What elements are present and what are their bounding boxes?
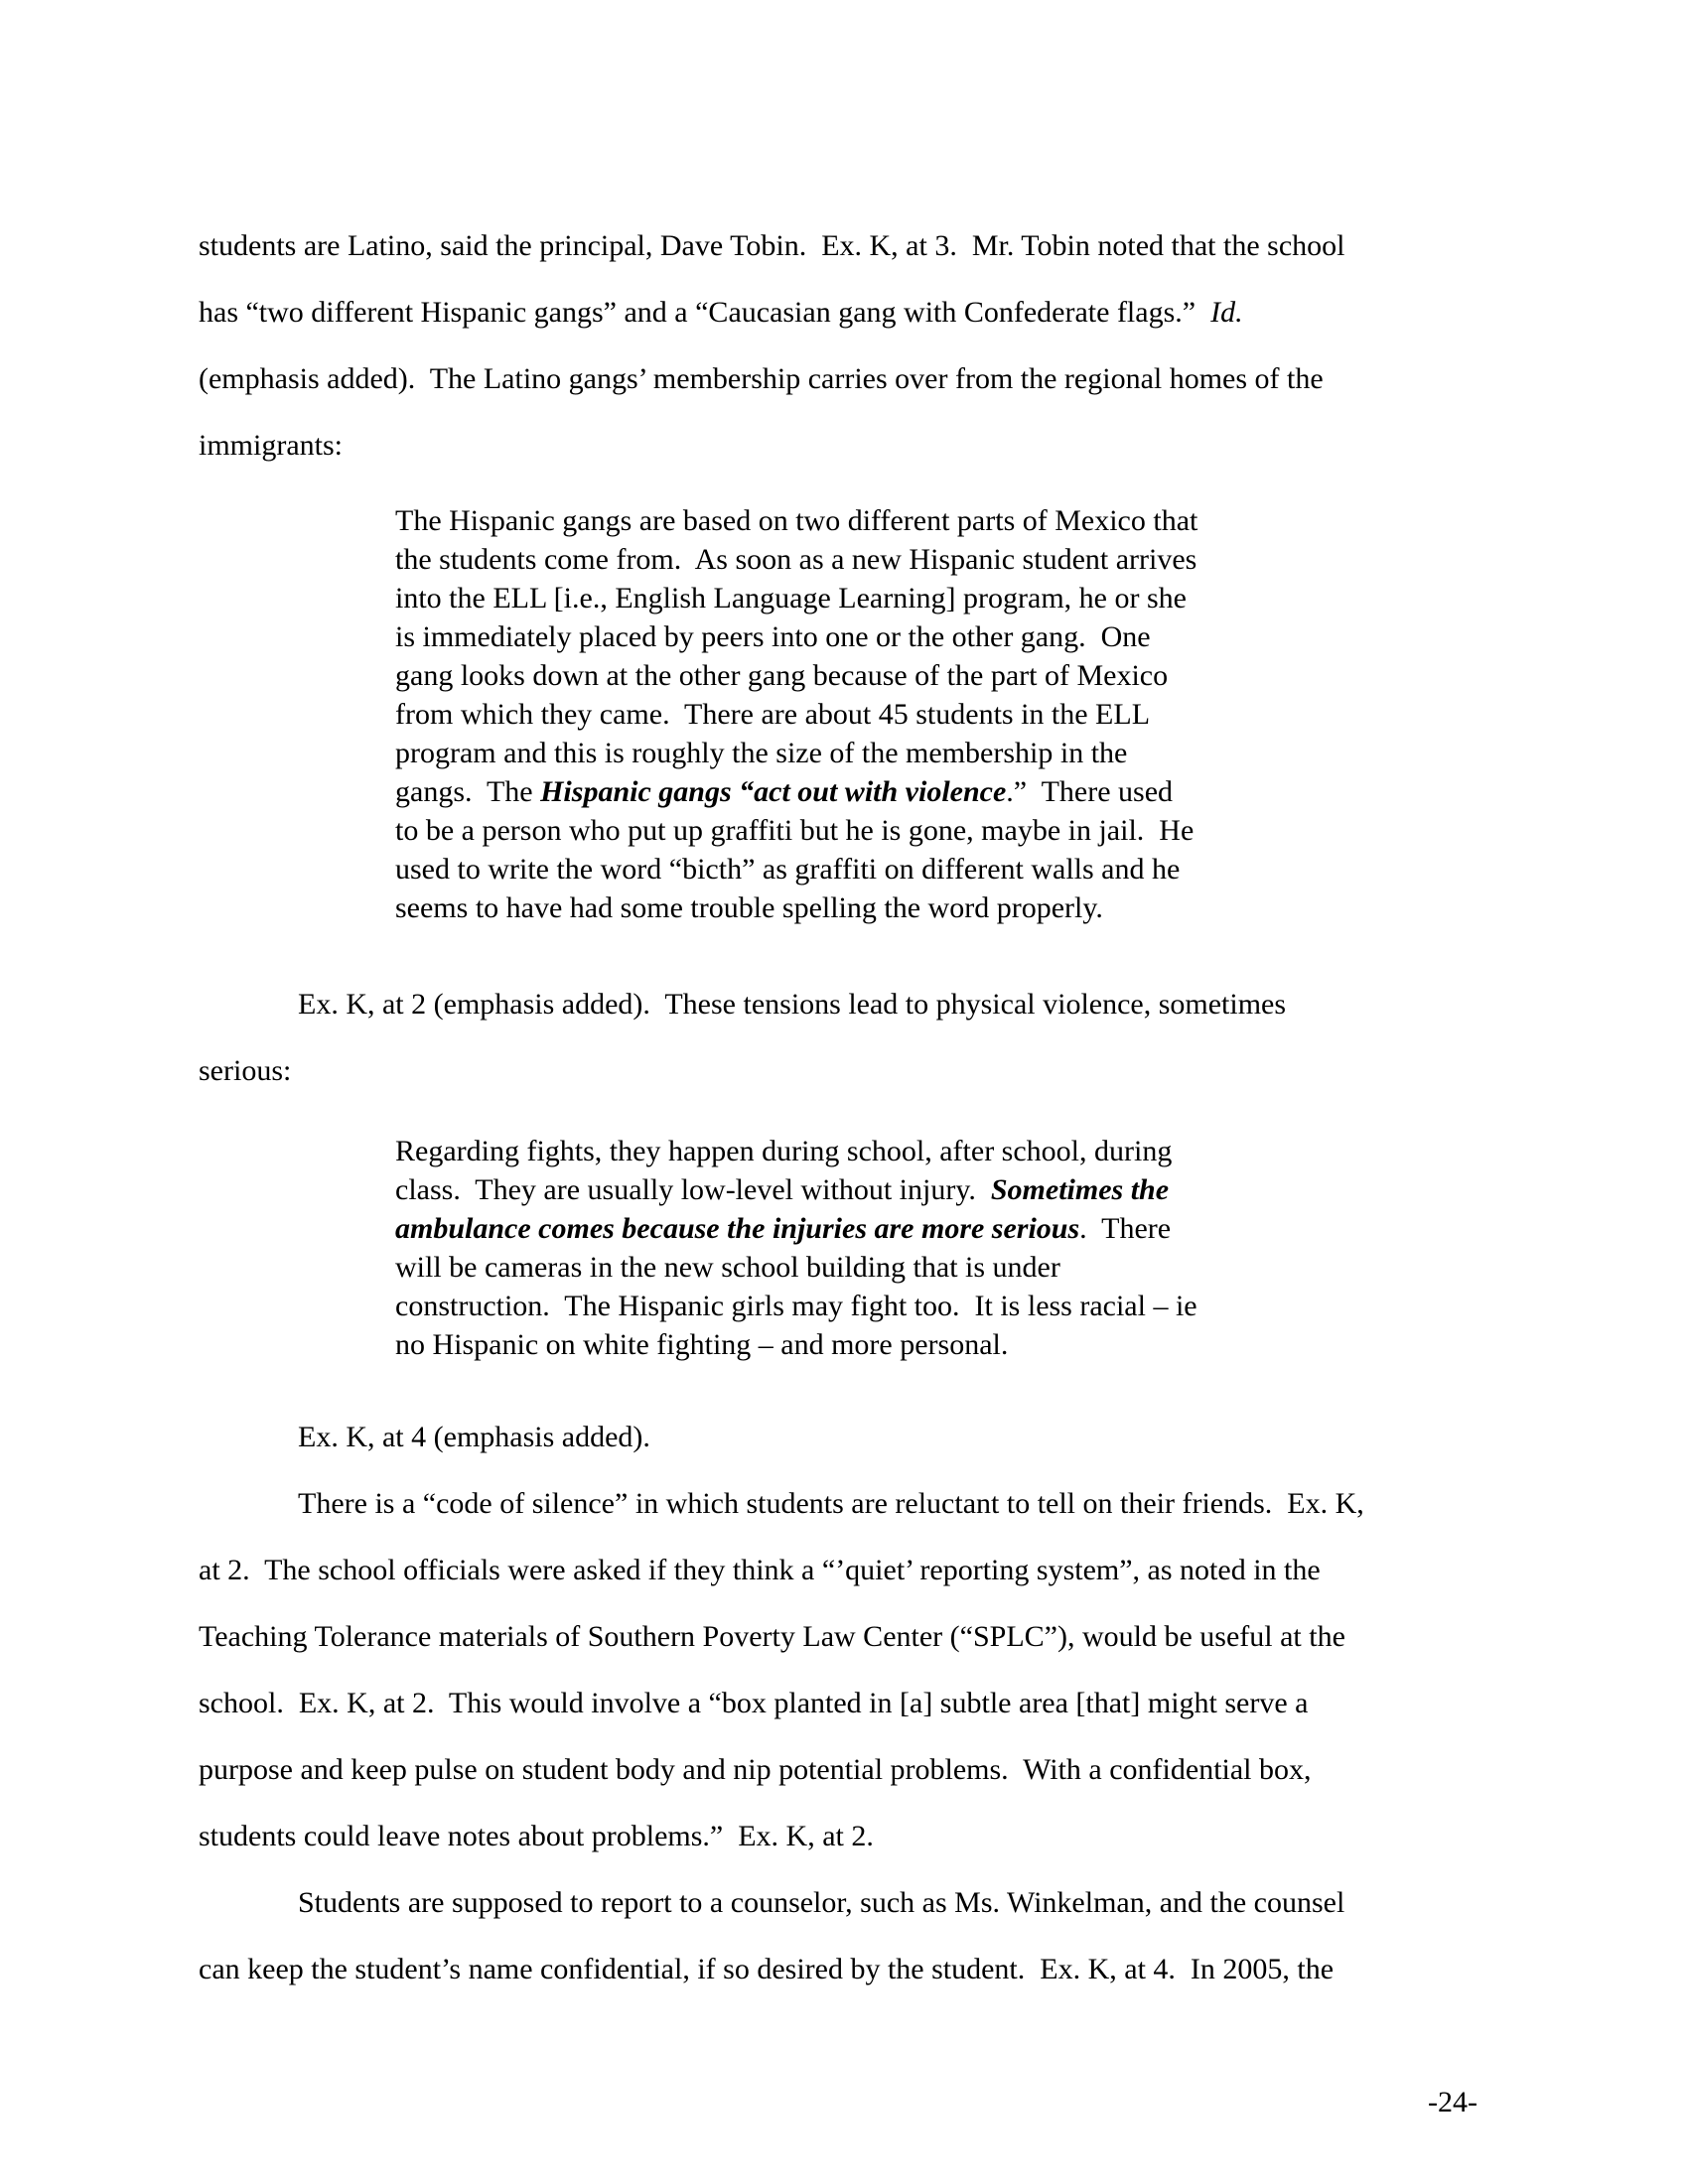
text-segment: the students come from. As soon as a new Hispanic student arrives — [395, 543, 1197, 576]
text-segment: . There — [1079, 1212, 1172, 1245]
text-segment: Regarding fights, they happen during school, after school, during — [395, 1135, 1173, 1167]
text-segment: seems to have had some trouble spelling the word properly. — [395, 891, 1103, 924]
text-segment: Hispanic gangs “act out with violence — [540, 775, 1007, 808]
text-line — [395, 1209, 1329, 1248]
block-quote — [395, 1132, 1329, 1364]
text-segment: will be cameras in the new school building that is under — [395, 1251, 1060, 1284]
text-line — [199, 1037, 1499, 1104]
text-line — [199, 1869, 1499, 1936]
block-quote — [395, 501, 1329, 927]
text-segment: immigrants: — [199, 429, 343, 462]
text-segment: used to write the word “bicth” as graffiti on different walls and he — [395, 853, 1181, 886]
text-segment: construction. The Hispanic girls may fight too. It is less racial – ie — [395, 1290, 1197, 1322]
text-segment: Id. — [1210, 296, 1243, 329]
text-line — [395, 617, 1329, 656]
text-segment: Sometimes the — [990, 1173, 1170, 1206]
text-segment: gangs. The — [395, 775, 541, 808]
text-segment: purpose and keep pulse on student body and nip potential problems. With a confidential box, — [199, 1753, 1312, 1786]
text-line — [395, 1132, 1329, 1170]
text-line — [199, 971, 1499, 1037]
text-segment: class. They are usually low-level without injury. — [395, 1173, 991, 1206]
text-line — [395, 579, 1329, 617]
text-segment: from which they came. There are about 45 students in the ELL — [395, 698, 1151, 731]
text-line — [199, 1404, 1499, 1470]
text-line — [395, 772, 1329, 811]
paragraph — [199, 212, 1499, 478]
text-segment: program and this is roughly the size of the membership in the — [395, 737, 1128, 769]
text-segment: Ex. K, at 4 (emphasis added). — [298, 1421, 650, 1453]
text-segment: is immediately placed by peers into one or the other gang. One — [395, 620, 1151, 653]
text-segment: school. Ex. K, at 2. This would involve a “box planted in [a] subtle area [that] might serve a — [199, 1687, 1309, 1719]
text-segment: students could leave notes about problems.” Ex. K, at 2. — [199, 1820, 874, 1852]
text-line — [395, 695, 1329, 734]
text-segment: into the ELL [i.e., English Language Learning] program, he or she — [395, 582, 1187, 614]
paragraph — [199, 1869, 1499, 2002]
text-line — [395, 1325, 1329, 1364]
text-line — [199, 1603, 1499, 1670]
text-segment: can keep the student’s name confidential, if so desired by the student. Ex. K, at 4. In 2005, the — [199, 1953, 1335, 1985]
page-number: -24- — [1428, 2086, 1477, 2118]
text-line — [395, 850, 1329, 888]
text-line — [199, 1936, 1499, 2002]
text-segment: no Hispanic on white fighting – and more personal. — [395, 1328, 1009, 1361]
text-segment: has “two different Hispanic gangs” and a “Caucasian gang with Confederate flags.” — [199, 296, 1211, 329]
text-line — [395, 888, 1329, 927]
text-segment: students are Latino, said the principal, Dave Tobin. Ex. K, at 3. Mr. Tobin noted that the school — [199, 229, 1345, 262]
text-line — [395, 1248, 1329, 1287]
text-segment: Students are supposed to report to a counselor, such as Ms. Winkelman, and the counsel — [298, 1886, 1345, 1919]
text-line — [199, 1537, 1499, 1603]
text-line — [395, 501, 1329, 540]
text-segment: .” There used — [1006, 775, 1174, 808]
text-line — [199, 212, 1499, 279]
text-line — [395, 1170, 1329, 1209]
text-line — [395, 656, 1329, 695]
text-line — [199, 279, 1499, 345]
text-line — [395, 1287, 1329, 1325]
text-line — [395, 540, 1329, 579]
paragraph — [199, 1470, 1499, 1869]
paragraph — [199, 971, 1499, 1104]
document-body — [199, 0, 1499, 2002]
text-segment: Ex. K, at 2 (emphasis added). These tensions lead to physical violence, sometimes — [298, 988, 1287, 1021]
text-segment: to be a person who put up graffiti but he is gone, maybe in jail. He — [395, 814, 1195, 847]
text-line — [199, 345, 1499, 412]
paragraph — [199, 1404, 1499, 1470]
text-segment: There is a “code of silence” in which students are reluctant to tell on their friends. Ex. K, — [298, 1487, 1364, 1520]
text-segment: serious: — [199, 1054, 292, 1087]
text-line — [199, 1470, 1499, 1537]
text-segment: at 2. The school officials were asked if they think a “’quiet’ reporting system”, as noted in the — [199, 1554, 1321, 1586]
text-segment: The Hispanic gangs are based on two different parts of Mexico that — [395, 504, 1198, 537]
text-line — [199, 1736, 1499, 1803]
text-line — [199, 412, 1499, 478]
text-line — [395, 734, 1329, 772]
text-line — [199, 1670, 1499, 1736]
text-segment: (emphasis added). The Latino gangs’ membership carries over from the regional homes of the — [199, 362, 1324, 395]
text-segment: Teaching Tolerance materials of Southern Poverty Law Center (“SPLC”), would be useful at the — [199, 1620, 1345, 1653]
text-segment: gang looks down at the other gang because of the part of Mexico — [395, 659, 1169, 692]
text-line — [199, 1803, 1499, 1869]
text-segment: ambulance comes because the injuries are more serious — [395, 1212, 1080, 1245]
text-line — [395, 811, 1329, 850]
